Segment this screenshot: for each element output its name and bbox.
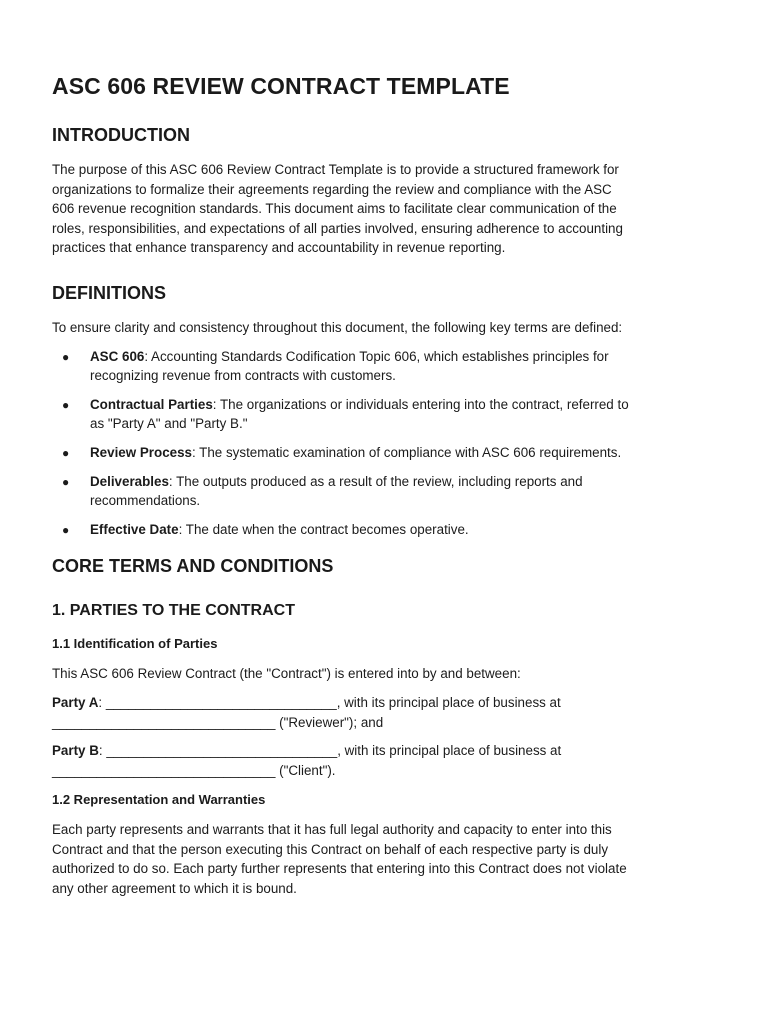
- introduction-line: organizations to formalize their agreements regarding the review and compliance with the ASC: [52, 181, 612, 197]
- party-a-label: Party A: [52, 694, 99, 710]
- core-terms-heading: CORE TERMS AND CONDITIONS: [52, 556, 334, 577]
- section-1-2-paragraph: [52, 820, 718, 898]
- definition-term: ASC 606: [90, 348, 145, 364]
- section-1-2-line: any other agreement to which it is bound.: [52, 881, 297, 897]
- definitions-heading: DEFINITIONS: [52, 282, 167, 303]
- party-b-line: ______________________________ ("Client").: [52, 762, 336, 778]
- bullet-icon: ●: [62, 445, 70, 460]
- definition-item: [52, 520, 718, 540]
- party-a-line: ______________________________ ("Reviewer"); and: [52, 714, 384, 730]
- section-1-heading: 1. PARTIES TO THE CONTRACT: [52, 602, 295, 620]
- bullet-icon: ●: [62, 349, 70, 364]
- definition-text: as "Party A" and "Party B.": [90, 416, 248, 432]
- definition-item: [52, 347, 718, 386]
- introduction-heading: INTRODUCTION: [52, 125, 190, 145]
- definition-item: [52, 395, 718, 434]
- definition-text: : The organizations or individuals entering into the contract, referred to: [212, 396, 629, 412]
- document-title: ASC 606 REVIEW CONTRACT TEMPLATE: [52, 73, 510, 99]
- definition-text: : The date when the contract becomes operative.: [178, 521, 469, 537]
- introduction-line: practices that enhance transparency and accountability in revenue reporting.: [52, 240, 506, 256]
- definition-item: [52, 472, 718, 511]
- definition-text: : The outputs produced as a result of the review, including reports and: [168, 473, 583, 489]
- definition-term: Effective Date: [90, 521, 179, 537]
- definition-text: : Accounting Standards Codification Topic 606, which establishes principles for: [144, 348, 609, 364]
- section-1-2-line: authorized to do so. Each party further represents that entering into this Contract does not violate: [52, 861, 627, 877]
- definition-text: recommendations.: [90, 493, 201, 509]
- section-1-2-heading: 1.2 Representation and Warranties: [52, 792, 266, 808]
- party-b-entry: [52, 741, 718, 780]
- bullet-icon: ●: [62, 474, 70, 489]
- section-1-1-text: This ASC 606 Review Contract (the "Contract") is entered into by and between:: [52, 666, 521, 682]
- section-1-2-line: Each party represents and warrants that it has full legal authority and capacity to enter into this: [52, 822, 612, 838]
- definitions-intro: To ensure clarity and consistency throughout this document, the following key terms are defined:: [52, 319, 623, 335]
- definition-item: [52, 443, 718, 463]
- introduction-line: The purpose of this ASC 606 Review Contract Template is to provide a structured framework for: [52, 162, 619, 177]
- party-a-line: : _______________________________, with its principal place of business at: [98, 694, 561, 710]
- bullet-icon: ●: [62, 397, 70, 412]
- introduction-line: 606 revenue recognition standards. This document aims to facilitate clear communication of the: [52, 201, 617, 217]
- party-b-line: : _______________________________, with its principal place of business at: [98, 743, 562, 759]
- definition-text: recognizing revenue from contracts with customers.: [90, 368, 396, 384]
- definitions-list: [52, 347, 718, 540]
- definition-term: Contractual Parties: [90, 396, 213, 412]
- party-a-entry: [52, 693, 718, 732]
- definition-term: Review Process: [90, 444, 192, 460]
- introduction-line: roles, responsibilities, and expectations of all parties involved, ensuring adherence to accounting: [52, 220, 623, 236]
- definition-term: Deliverables: [90, 473, 169, 489]
- introduction-paragraph: [52, 160, 718, 258]
- party-b-label: Party B: [52, 743, 99, 759]
- definition-text: : The systematic examination of compliance with ASC 606 requirements.: [191, 444, 622, 460]
- section-1-1-heading: 1.1 Identification of Parties: [52, 636, 218, 652]
- bullet-icon: ●: [62, 522, 70, 537]
- section-1-2-line: Contract and that the person executing this Contract on behalf of each respective party is duly: [52, 841, 609, 857]
